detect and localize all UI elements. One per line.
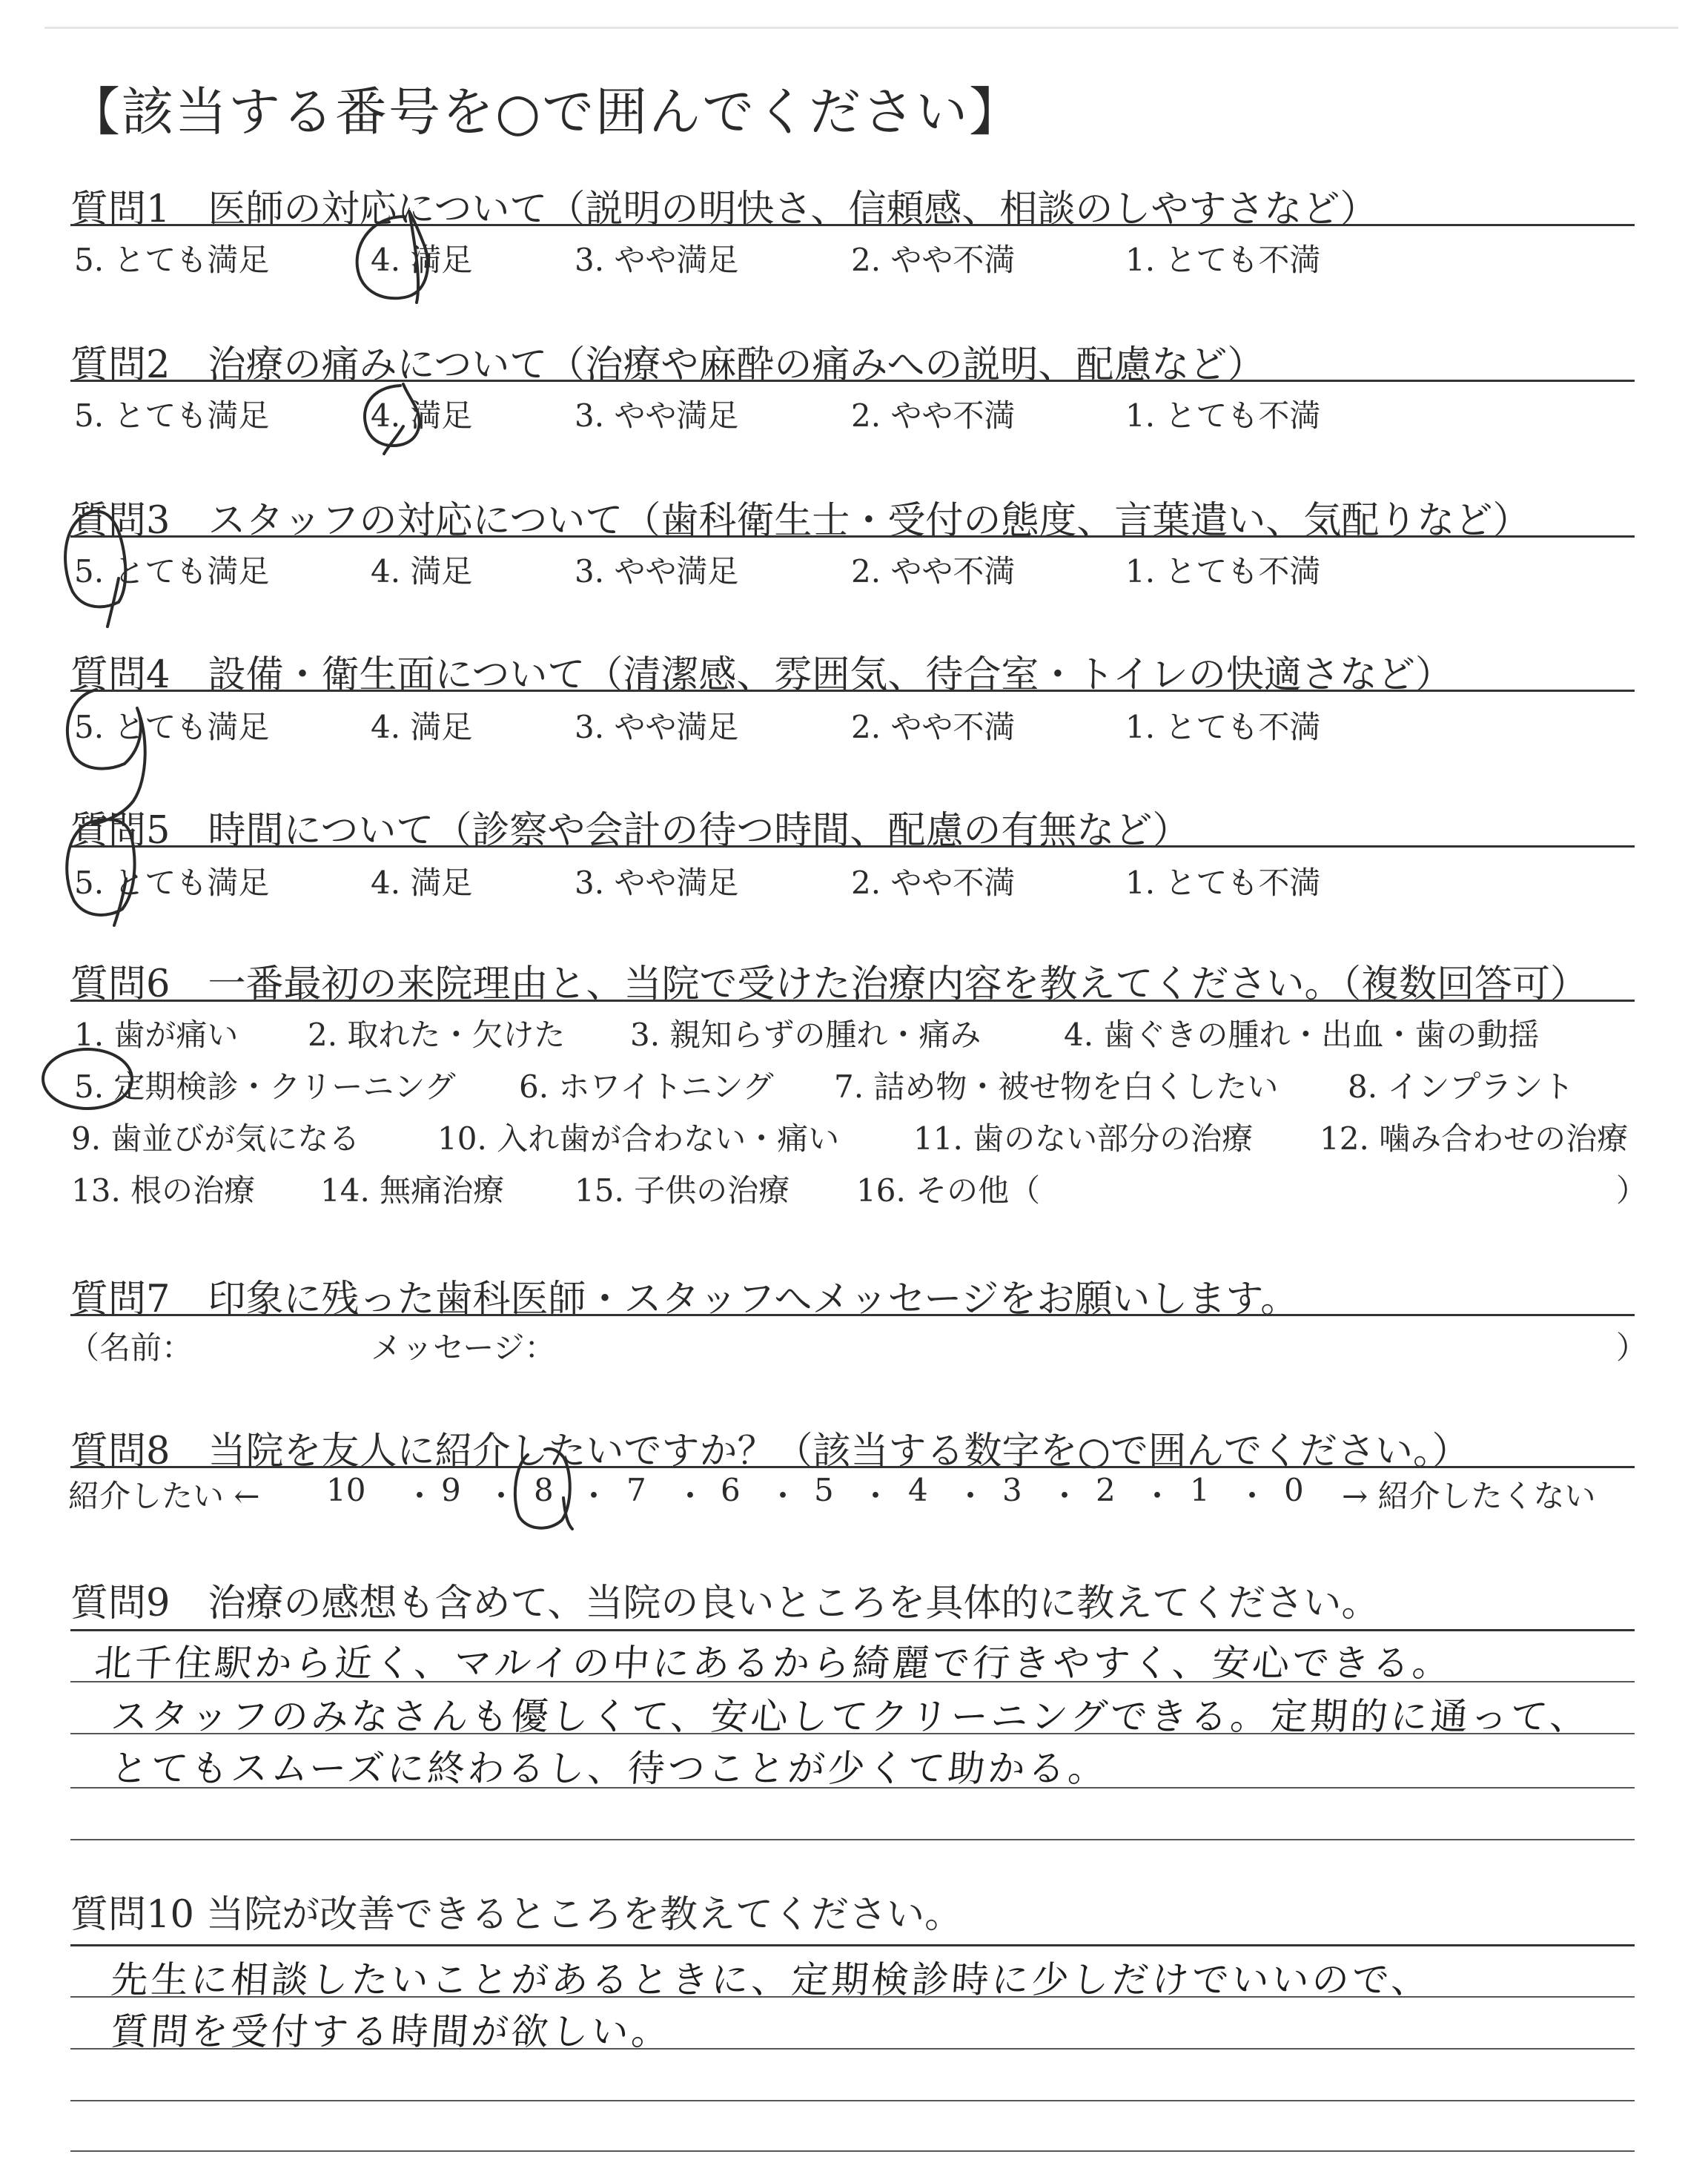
- q2-option-1[interactable]: 1. とても不満: [1125, 397, 1321, 434]
- q6-option-16[interactable]: 16. その他（: [856, 1172, 1041, 1209]
- question-7-title: 質問7 印象に残った歯科医師・スタッフへメッセージをお願いします。: [70, 1278, 1299, 1321]
- q10-answer-line: 先生に相談したいことがあるときに、定期検診時に少しだけでいいので、: [109, 1958, 1433, 2001]
- q6-option-11[interactable]: 11. 歯のない部分の治療: [913, 1120, 1254, 1157]
- q2-option-3[interactable]: 3. やや満足: [575, 397, 739, 434]
- q6-option-2[interactable]: 2. 取れた・欠けた: [308, 1017, 566, 1053]
- q1-option-2[interactable]: 2. やや不満: [851, 242, 1016, 278]
- q2-option-4[interactable]: 4. 満足: [371, 397, 473, 434]
- q4-option-1[interactable]: 1. とても不満: [1125, 709, 1321, 745]
- q8-scale-row: [0, 1472, 1708, 1516]
- q6-option-6[interactable]: 6. ホワイトニング: [519, 1069, 774, 1105]
- q8-dot: ・: [767, 1478, 799, 1514]
- question-4-title: 質問4 設備・衛生面について（清潔感、雰囲気、待合室・トイレの快適さなど）: [70, 653, 1453, 697]
- q8-dot: ・: [955, 1478, 987, 1514]
- q9-answer-line-rule: [70, 1629, 1635, 1631]
- q1-option-5[interactable]: 5. とても満足: [74, 242, 270, 278]
- q6-option-4[interactable]: 4. 歯ぐきの腫れ・出血・歯の動揺: [1064, 1017, 1540, 1053]
- q8-scale-9[interactable]: 9: [441, 1472, 461, 1508]
- q7-name-label: （名前：: [68, 1330, 193, 1366]
- q3-option-3[interactable]: 3. やや満足: [575, 553, 739, 589]
- q8-scale-3[interactable]: 3: [1002, 1472, 1022, 1508]
- q6-option-8[interactable]: 8. インプラント: [1348, 1069, 1575, 1105]
- q8-dot: ・: [578, 1478, 610, 1514]
- q10-answer-line-rule: [70, 1944, 1635, 1946]
- question-7-rule: [70, 1314, 1635, 1316]
- q5-option-5[interactable]: 5. とても満足: [74, 865, 270, 901]
- q4-option-3[interactable]: 3. やや満足: [575, 709, 739, 745]
- q8-dot: ・: [1142, 1478, 1174, 1514]
- q8-scale-7[interactable]: 7: [626, 1472, 646, 1508]
- question-10-title: 質問10 当院が改善できるところを教えてください。: [70, 1893, 963, 1937]
- q9-answer-line: 北千住駅から近く、マルイの中にあるから綺麗で行きやすく、安心できる。: [93, 1642, 1454, 1685]
- q10-answer-line: 質問を受付する時間が欲しい。: [109, 2010, 673, 2053]
- q6-option-3[interactable]: 3. 親知らずの腫れ・痛み: [630, 1017, 982, 1053]
- q5-option-3[interactable]: 3. やや満足: [575, 865, 739, 901]
- q9-answer-line-rule: [70, 1839, 1635, 1840]
- q8-scale-1[interactable]: 1: [1190, 1472, 1210, 1508]
- question-6-title: 質問6 一番最初の来院理由と、当院で受けた治療内容を教えてください。（複数回答可）: [70, 962, 1588, 1006]
- q6-option-5[interactable]: 5. 定期検診・クリーニング: [74, 1069, 456, 1105]
- q6-option-15[interactable]: 15. 子供の治療: [575, 1172, 790, 1209]
- q8-dot: ・: [1237, 1478, 1268, 1514]
- question-3-rule: [70, 535, 1635, 538]
- q10-answer-line-rule: [70, 2100, 1635, 2101]
- q8-right-label: → 紹介したくない: [1342, 1478, 1596, 1514]
- question-5-rule: [70, 845, 1635, 848]
- q8-scale-0[interactable]: 0: [1284, 1472, 1304, 1508]
- q8-scale-8[interactable]: 8: [534, 1472, 554, 1508]
- q1-option-3[interactable]: 3. やや満足: [575, 242, 739, 278]
- q7-close-paren: ）: [1616, 1330, 1648, 1366]
- q8-dot: ・: [404, 1478, 436, 1514]
- q9-answer-line: スタッフのみなさんも優しくて、安心してクリーニングできる。定期的に通って、: [109, 1695, 1592, 1738]
- q4-option-5[interactable]: 5. とても満足: [74, 709, 270, 745]
- q5-option-2[interactable]: 2. やや不満: [851, 865, 1016, 901]
- q3-option-2[interactable]: 2. やや不満: [851, 553, 1016, 589]
- question-2-title: 質問2 治療の痛みについて（治療や麻酔の痛みへの説明、配慮など）: [70, 343, 1265, 387]
- q8-dot: ・: [860, 1478, 892, 1514]
- q6-option-13[interactable]: 13. 根の治療: [71, 1172, 256, 1209]
- q3-option-5[interactable]: 5. とても満足: [74, 553, 270, 589]
- q6-option-10[interactable]: 10. 入れ歯が合わない・痛い: [437, 1120, 840, 1157]
- q6-option-1[interactable]: 1. 歯が痛い: [74, 1017, 239, 1053]
- q10-answer-line-rule: [70, 2150, 1635, 2152]
- question-1-rule: [70, 224, 1635, 226]
- q1-option-1[interactable]: 1. とても不満: [1125, 242, 1321, 278]
- q8-scale-5[interactable]: 5: [814, 1472, 834, 1508]
- q1-option-4[interactable]: 4. 満足: [371, 242, 473, 278]
- q6-option-9[interactable]: 9. 歯並びが気になる: [71, 1120, 360, 1157]
- q6-other-close-paren: ）: [1616, 1172, 1648, 1209]
- q4-option-4[interactable]: 4. 満足: [371, 709, 473, 745]
- q2-option-2[interactable]: 2. やや不満: [851, 397, 1016, 434]
- q9-answer-line: とてもスムーズに終わるし、待つことが少くて助かる。: [109, 1747, 1110, 1790]
- q6-option-12[interactable]: 12. 噛み合わせの治療: [1320, 1120, 1629, 1157]
- q8-dot: ・: [1049, 1478, 1081, 1514]
- question-1-title: 質問1 医師の対応について（説明の明快さ、信頼感、相談のしやすさなど）: [70, 188, 1378, 231]
- q5-option-1[interactable]: 1. とても不満: [1125, 865, 1321, 901]
- q8-scale-4[interactable]: 4: [908, 1472, 928, 1508]
- q8-scale-10[interactable]: 10: [326, 1472, 366, 1508]
- q5-option-4[interactable]: 4. 満足: [371, 865, 473, 901]
- question-4-rule: [70, 690, 1635, 692]
- question-6-rule: [70, 1000, 1635, 1002]
- q4-option-2[interactable]: 2. やや不満: [851, 709, 1016, 745]
- q8-scale-2[interactable]: 2: [1096, 1472, 1116, 1508]
- q6-option-7[interactable]: 7. 詰め物・被せ物を白くしたい: [834, 1069, 1279, 1105]
- q8-scale-6[interactable]: 6: [721, 1472, 741, 1508]
- q7-message-label: メッセージ：: [371, 1330, 556, 1366]
- question-9-title: 質問9 治療の感想も含めて、当院の良いところを具体的に教えてください。: [70, 1582, 1380, 1625]
- question-8-title: 質問8 当院を友人に紹介したいですか？（該当する数字を○で囲んでください。）: [70, 1430, 1470, 1473]
- question-2-rule: [70, 380, 1635, 382]
- q8-dot: ・: [486, 1478, 517, 1514]
- q8-dot: ・: [675, 1478, 706, 1514]
- q8-left-label: 紹介したい ←: [68, 1478, 260, 1514]
- q6-option-14[interactable]: 14. 無痛治療: [320, 1172, 505, 1209]
- question-5-title: 質問5 時間について（診察や会計の待つ時間、配慮の有無など）: [70, 809, 1191, 853]
- question-8-rule: [70, 1466, 1635, 1468]
- q3-option-1[interactable]: 1. とても不満: [1125, 553, 1321, 589]
- page-heading: 【該当する番号を○で囲んでください】: [68, 82, 1023, 142]
- question-3-title: 質問3 スタッフの対応について（歯科衛生士・受付の態度、言葉遣い、気配りなど）: [70, 499, 1531, 543]
- q3-option-4[interactable]: 4. 満足: [371, 553, 473, 589]
- q2-option-5[interactable]: 5. とても満足: [74, 397, 270, 434]
- top-rule: [44, 27, 1678, 29]
